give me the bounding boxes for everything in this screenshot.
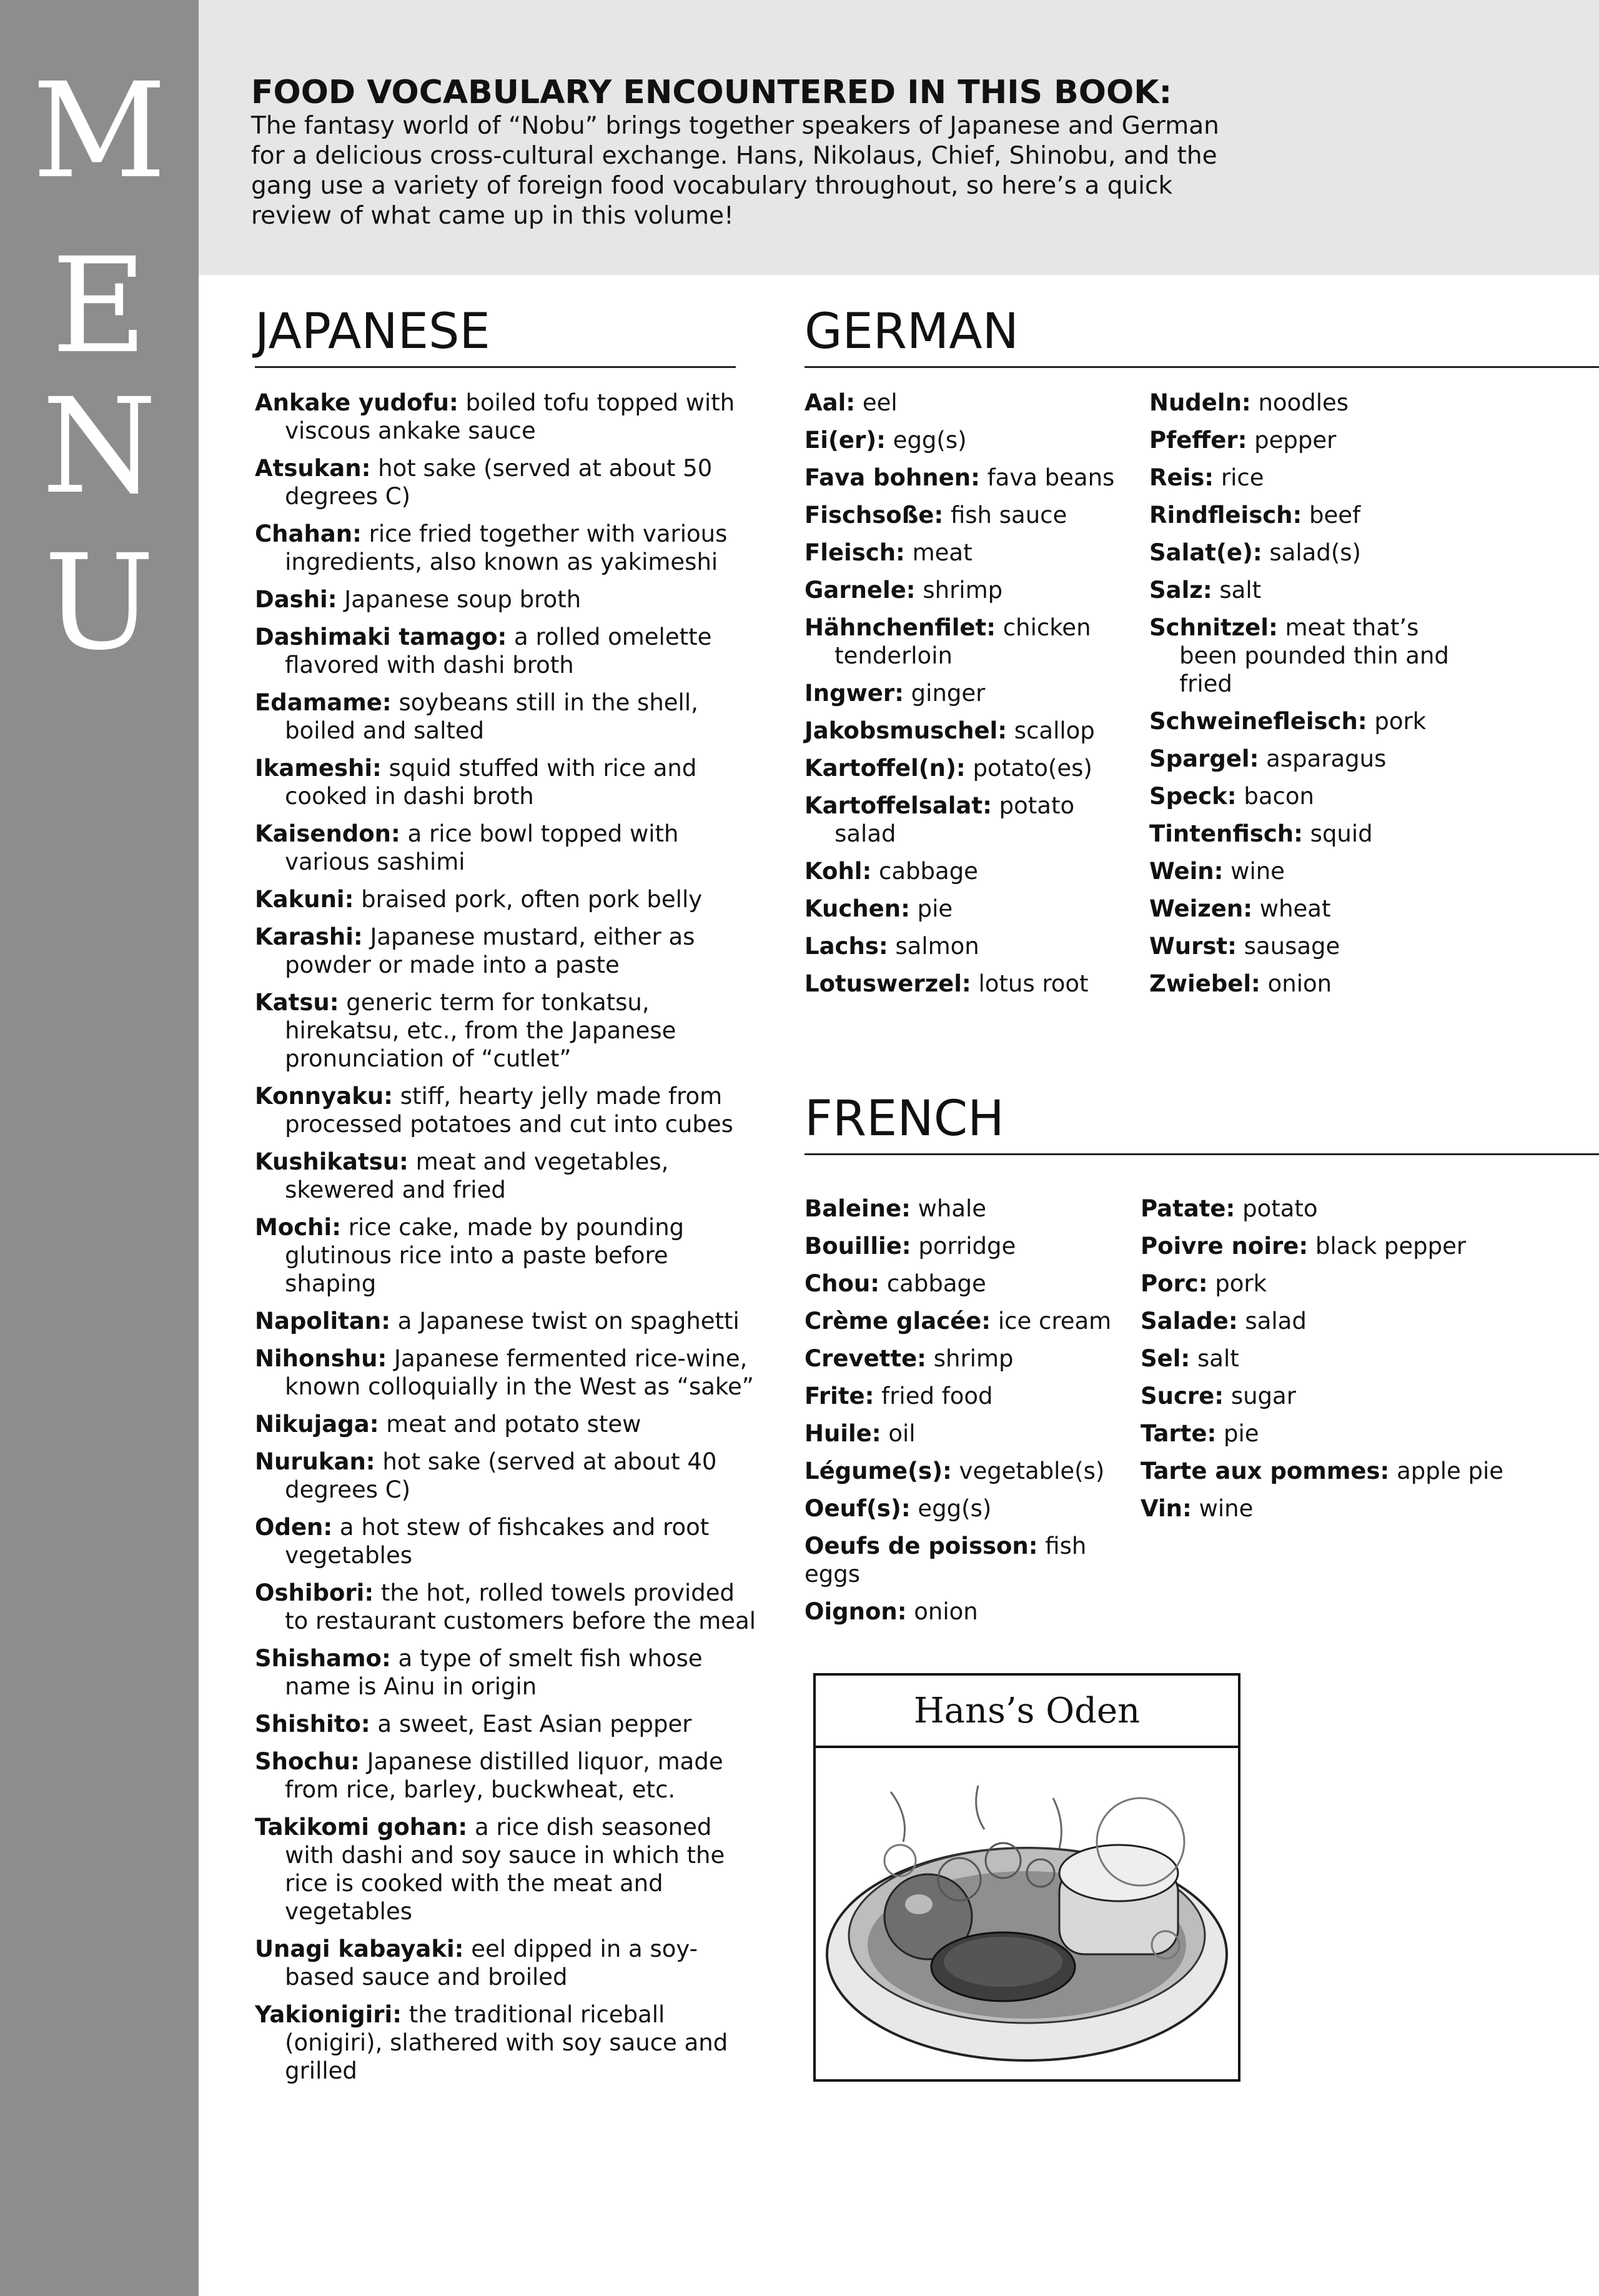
glossary-entry	[255, 1307, 761, 1335]
glossary-definition: Japanese fermented rice-wine, known colloquially in the West as “sake”	[285, 1345, 754, 1400]
glossary-definition: rice cake, made by pounding glutinous rice into a paste before shaping	[285, 1214, 685, 1297]
glossary-term: Zwiebel:	[1149, 970, 1260, 997]
glossary-term: Pfeffer:	[1149, 427, 1247, 454]
glossary-definition: potato salad	[834, 792, 1075, 847]
glossary-definition: a Japanese twist on spaghetti	[390, 1308, 740, 1334]
glossary-entry	[804, 1195, 1129, 1223]
glossary-entry	[1149, 501, 1474, 529]
glossary-definition: rice	[1214, 464, 1264, 491]
glossary-entry	[255, 1710, 761, 1738]
menu-letter-u: U	[44, 526, 155, 679]
intro-title: FOOD VOCABULARY ENCOUNTERED IN THIS BOOK:	[251, 74, 1172, 111]
glossary-definition: scallop	[1007, 717, 1095, 744]
glossary-term: Salz:	[1149, 577, 1212, 604]
glossary-term: Chahan:	[255, 520, 362, 547]
glossary-entry	[804, 895, 1129, 923]
glossary-definition: cabbage	[871, 858, 978, 885]
glossary-definition: meat that’s been pounded thin and fried	[1179, 614, 1449, 697]
glossary-term: Lachs:	[804, 933, 888, 960]
glossary-term: Kuchen:	[804, 895, 910, 922]
glossary-term: Dashi:	[255, 586, 337, 613]
glossary-entry	[255, 389, 761, 445]
glossary-definition: vegetable(s)	[951, 1458, 1105, 1484]
glossary-entry	[1149, 857, 1474, 885]
glossary-term: Baleine:	[804, 1195, 911, 1222]
glossary-entry	[255, 623, 761, 679]
glossary-term: Kushikatsu:	[255, 1148, 408, 1175]
glossary-definition: rice fried together with various ingredients, also known as yakimeshi	[285, 520, 728, 575]
glossary-term: Schnitzel:	[1149, 614, 1278, 641]
glossary-definition: a rice dish seasoned with dashi and soy sauce in which the rice is cooked with the meat and vegetables	[285, 1814, 725, 1925]
intro-line: The fantasy world of “Nobu” brings together speakers of Japanese and German	[251, 112, 1219, 140]
glossary-definition: onion	[906, 1598, 978, 1625]
glossary-definition: egg(s)	[910, 1495, 992, 1522]
glossary-definition: pie	[1216, 1420, 1259, 1447]
french-list-1	[804, 1195, 1129, 1635]
glossary-entry	[1149, 745, 1474, 773]
glossary-term: Ikameshi:	[255, 755, 382, 782]
glossary-entry	[804, 1270, 1129, 1298]
glossary-term: Edamame:	[255, 689, 392, 716]
glossary-definition: salt	[1190, 1345, 1239, 1372]
glossary-term: Légume(s):	[804, 1458, 952, 1484]
glossary-definition: bacon	[1236, 783, 1314, 810]
glossary-term: Oignon:	[804, 1598, 907, 1625]
sidebar	[0, 0, 199, 2296]
glossary-entry	[255, 988, 761, 1073]
japanese-list	[255, 389, 761, 2094]
glossary-term: Yakionigiri:	[255, 2001, 402, 2028]
glossary-term: Salat(e):	[1149, 539, 1262, 566]
glossary-definition: chicken tenderloin	[834, 614, 1091, 669]
menu-letter-m: M	[32, 54, 167, 207]
glossary-entry	[255, 754, 761, 810]
glossary-entry	[255, 1213, 761, 1298]
glossary-entry	[255, 2000, 761, 2085]
french-heading: FRENCH	[804, 1091, 1004, 1147]
glossary-term: Jakobsmuschel:	[804, 717, 1007, 744]
glossary-definition: asparagus	[1259, 745, 1387, 772]
glossary-term: Oeufs de poisson:	[804, 1533, 1038, 1559]
glossary-definition: egg(s)	[885, 427, 967, 454]
glossary-term: Kohl:	[804, 858, 872, 885]
glossary-entry	[255, 454, 761, 510]
glossary-term: Mochi:	[255, 1214, 341, 1241]
glossary-entry	[1149, 426, 1474, 454]
glossary-term: Fischsoße:	[804, 502, 944, 529]
glossary-term: Frite:	[804, 1383, 874, 1409]
glossary-term: Napolitan:	[255, 1308, 390, 1334]
glossary-term: Speck:	[1149, 783, 1237, 810]
glossary-entry	[1141, 1382, 1515, 1410]
glossary-term: Garnele:	[804, 577, 916, 604]
glossary-entry	[1141, 1195, 1515, 1223]
glossary-entry	[804, 679, 1129, 707]
glossary-definition: braised pork, often pork belly	[354, 886, 703, 913]
glossary-term: Unagi kabayaki:	[255, 1936, 464, 1962]
glossary-definition: potato	[1235, 1195, 1318, 1222]
glossary-entry	[255, 1513, 761, 1569]
glossary-entry	[255, 585, 761, 614]
glossary-term: Ankake yudofu:	[255, 389, 458, 416]
glossary-entry	[804, 1494, 1129, 1523]
glossary-definition: onion	[1260, 970, 1332, 997]
french-list-2	[1141, 1195, 1515, 1532]
glossary-term: Nihonshu:	[255, 1345, 387, 1372]
glossary-entry	[804, 501, 1129, 529]
glossary-definition: salt	[1212, 577, 1262, 604]
glossary-entry	[1141, 1457, 1515, 1485]
glossary-definition: boiled tofu topped with viscous ankake sauce	[285, 389, 735, 444]
glossary-entry	[804, 1307, 1129, 1335]
glossary-entry	[255, 1644, 761, 1701]
glossary-term: Weizen:	[1149, 895, 1253, 922]
glossary-entry	[1149, 970, 1474, 998]
glossary-definition: noodles	[1250, 389, 1349, 416]
glossary-entry	[255, 923, 761, 979]
glossary-definition: Japanese distilled liquor, made from rice, barley, buckwheat, etc.	[285, 1748, 723, 1803]
glossary-definition: whale	[910, 1195, 987, 1222]
german-heading: GERMAN	[804, 304, 1019, 360]
glossary-term: Nudeln:	[1149, 389, 1251, 416]
glossary-definition: pork	[1367, 708, 1427, 735]
glossary-definition: pepper	[1247, 427, 1337, 454]
glossary-entry	[804, 464, 1129, 492]
glossary-definition: ice cream	[991, 1308, 1112, 1334]
glossary-entry	[1149, 782, 1474, 810]
glossary-term: Poivre noire:	[1141, 1233, 1309, 1260]
glossary-entry	[255, 820, 761, 876]
glossary-definition: a rice bowl topped with various sashimi	[285, 820, 679, 875]
glossary-entry	[255, 1410, 761, 1438]
glossary-definition: eel	[855, 389, 898, 416]
glossary-entry	[804, 1419, 1129, 1448]
glossary-term: Salade:	[1141, 1308, 1238, 1334]
glossary-term: Chou:	[804, 1270, 880, 1297]
glossary-definition: meat	[904, 539, 973, 566]
glossary-definition: fish eggs	[804, 1533, 1087, 1588]
glossary-definition: salad(s)	[1262, 539, 1361, 566]
oden-bowl-drawing	[816, 1748, 1238, 2082]
glossary-entry	[255, 1148, 761, 1204]
glossary-definition: meat and vegetables, skewered and fried	[285, 1148, 669, 1203]
glossary-term: Wein:	[1149, 858, 1224, 885]
glossary-term: Rindfleisch:	[1149, 502, 1302, 529]
glossary-entry	[804, 857, 1129, 885]
glossary-term: Oeuf(s):	[804, 1495, 911, 1522]
glossary-term: Sucre:	[1141, 1383, 1224, 1409]
glossary-definition: squid stuffed with rice and cooked in dashi broth	[285, 755, 697, 810]
glossary-term: Atsukan:	[255, 455, 371, 482]
glossary-entry	[804, 717, 1129, 745]
glossary-definition: black pepper	[1308, 1233, 1467, 1260]
glossary-term: Sel:	[1141, 1345, 1191, 1372]
glossary-entry	[804, 539, 1129, 567]
glossary-term: Oshibori:	[255, 1579, 374, 1606]
glossary-definition: porridge	[911, 1233, 1016, 1260]
glossary-definition: salmon	[888, 933, 979, 960]
glossary-entry	[255, 1579, 761, 1635]
glossary-term: Oden:	[255, 1514, 333, 1541]
glossary-entry	[255, 1082, 761, 1138]
glossary-definition: apple pie	[1389, 1458, 1504, 1484]
glossary-entry	[804, 614, 1129, 670]
glossary-term: Takikomi gohan:	[255, 1814, 468, 1841]
glossary-entry	[804, 389, 1129, 417]
glossary-entry	[804, 1457, 1129, 1485]
glossary-term: Crevette:	[804, 1345, 926, 1372]
glossary-entry	[804, 1598, 1129, 1626]
glossary-term: Tarte:	[1141, 1420, 1217, 1447]
glossary-definition: pork	[1207, 1270, 1267, 1297]
glossary-definition: meat and potato stew	[379, 1411, 641, 1438]
glossary-definition: hot sake (served at about 50 degrees C)	[285, 455, 713, 510]
german-list-1	[804, 389, 1129, 1007]
glossary-entry	[255, 688, 761, 745]
glossary-entry	[255, 1344, 761, 1401]
glossary-entry	[1149, 820, 1474, 848]
glossary-term: Schweinefleisch:	[1149, 708, 1367, 735]
glossary-term: Crème glacée:	[804, 1308, 991, 1334]
glossary-entry	[804, 754, 1129, 782]
french-rule	[804, 1153, 1599, 1155]
oden-illustration	[813, 1673, 1240, 2082]
glossary-entry	[1149, 464, 1474, 492]
glossary-definition: a type of smelt fish whose name is Ainu in origin	[285, 1645, 703, 1700]
glossary-entry	[1141, 1270, 1515, 1298]
glossary-entry	[804, 576, 1129, 604]
glossary-term: Porc:	[1141, 1270, 1208, 1297]
glossary-term: Shishito:	[255, 1711, 370, 1737]
glossary-term: Dashimaki tamago:	[255, 624, 507, 650]
glossary-entry	[255, 520, 761, 576]
glossary-definition: pie	[909, 895, 953, 922]
glossary-term: Kartoffel(n):	[804, 755, 966, 782]
glossary-term: Hähnchenfilet:	[804, 614, 996, 641]
german-list-2	[1149, 389, 1474, 1007]
glossary-term: Spargel:	[1149, 745, 1259, 772]
menu-letter-n: N	[42, 370, 157, 523]
glossary-definition: hot sake (served at about 40 degrees C)	[285, 1448, 717, 1503]
glossary-entry	[255, 885, 761, 913]
glossary-term: Fava bohnen:	[804, 464, 980, 491]
glossary-term: Katsu:	[255, 989, 339, 1016]
glossary-term: Kaisendon:	[255, 820, 400, 847]
glossary-entry	[255, 1747, 761, 1804]
glossary-definition: fried food	[874, 1383, 993, 1409]
menu-letter-e: E	[51, 229, 147, 382]
glossary-term: Konnyaku:	[255, 1083, 393, 1110]
glossary-term: Kakuni:	[255, 886, 354, 913]
intro-line: gang use a variety of foreign food vocabulary throughout, so here’s a quick	[251, 172, 1173, 200]
glossary-definition: wine	[1191, 1495, 1254, 1522]
glossary-term: Nurukan:	[255, 1448, 375, 1475]
glossary-entry	[1141, 1344, 1515, 1373]
glossary-entry	[1141, 1494, 1515, 1523]
glossary-entry	[255, 1813, 761, 1926]
glossary-definition: a rolled omelette flavored with dashi broth	[285, 624, 712, 678]
glossary-term: Kartoffelsalat:	[804, 792, 992, 819]
glossary-definition: cabbage	[879, 1270, 986, 1297]
glossary-term: Bouillie:	[804, 1233, 911, 1260]
glossary-entry	[1149, 539, 1474, 567]
glossary-term: Shishamo:	[255, 1645, 391, 1672]
glossary-definition: wine	[1223, 858, 1285, 885]
glossary-entry	[1149, 932, 1474, 960]
glossary-definition: eel dipped in a soy-based sauce and broiled	[285, 1936, 698, 1990]
glossary-term: Tintenfisch:	[1149, 820, 1303, 847]
glossary-entry	[804, 1232, 1129, 1260]
glossary-entry	[1141, 1307, 1515, 1335]
glossary-definition: beef	[1302, 502, 1361, 529]
glossary-definition: ginger	[903, 680, 986, 707]
glossary-entry	[804, 970, 1129, 998]
glossary-definition: sugar	[1224, 1383, 1296, 1409]
glossary-term: Karashi:	[255, 923, 363, 950]
illustration-title: Hans’s Oden	[816, 1676, 1238, 1748]
glossary-definition: stiff, hearty jelly made from processed potatoes and cut into cubes	[285, 1083, 733, 1138]
glossary-term: Wurst:	[1149, 933, 1237, 960]
glossary-entry	[1141, 1232, 1515, 1260]
glossary-definition: a hot stew of fishcakes and root vegetables	[285, 1514, 710, 1569]
glossary-definition: shrimp	[926, 1345, 1014, 1372]
glossary-definition: shrimp	[915, 577, 1003, 604]
glossary-term: Ei(er):	[804, 427, 886, 454]
japanese-heading: JAPANESE	[255, 304, 490, 360]
glossary-entry	[255, 1935, 761, 1991]
glossary-definition: Japanese soup broth	[337, 586, 582, 613]
glossary-definition: squid	[1302, 820, 1373, 847]
glossary-definition: sausage	[1236, 933, 1340, 960]
glossary-entry	[804, 426, 1129, 454]
glossary-term: Shochu:	[255, 1748, 360, 1775]
glossary-entry	[1149, 895, 1474, 923]
glossary-term: Reis:	[1149, 464, 1214, 491]
glossary-entry	[1141, 1419, 1515, 1448]
japanese-rule	[255, 366, 736, 368]
glossary-definition: soybeans still in the shell, boiled and salted	[285, 689, 698, 744]
glossary-entry	[804, 1382, 1129, 1410]
glossary-term: Huile:	[804, 1420, 881, 1447]
glossary-term: Tarte aux pommes:	[1141, 1458, 1390, 1484]
glossary-definition: wheat	[1252, 895, 1331, 922]
intro-line: review of what came up in this volume!	[251, 202, 734, 230]
glossary-definition: the hot, rolled towels provided to restaurant customers before the meal	[285, 1579, 756, 1634]
intro-line: for a delicious cross-cultural exchange. Hans, Nikolaus, Chief, Shinobu, and the	[251, 142, 1217, 170]
glossary-definition: fish sauce	[943, 502, 1067, 529]
glossary-definition: a sweet, East Asian pepper	[370, 1711, 692, 1737]
glossary-definition: fava beans	[979, 464, 1115, 491]
glossary-term: Ingwer:	[804, 680, 904, 707]
glossary-term: Patate:	[1141, 1195, 1235, 1222]
glossary-term: Lotuswerzel:	[804, 970, 971, 997]
glossary-entry	[804, 1344, 1129, 1373]
glossary-term: Nikujaga:	[255, 1411, 379, 1438]
glossary-entry	[804, 932, 1129, 960]
glossary-term: Vin:	[1141, 1495, 1192, 1522]
glossary-entry	[255, 1448, 761, 1504]
glossary-term: Aal:	[804, 389, 856, 416]
glossary-entry	[1149, 614, 1474, 698]
intro-text	[251, 111, 1313, 231]
glossary-entry	[804, 792, 1129, 848]
glossary-definition: salad	[1237, 1308, 1307, 1334]
glossary-definition: potato(es)	[965, 755, 1092, 782]
glossary-entry	[1149, 389, 1474, 417]
german-rule	[804, 366, 1599, 368]
glossary-definition: generic term for tonkatsu, hirekatsu, etc., from the Japanese pronunciation of “cutlet”	[285, 989, 676, 1072]
glossary-definition: oil	[881, 1420, 916, 1447]
glossary-term: Fleisch:	[804, 539, 905, 566]
glossary-entry	[1149, 707, 1474, 735]
glossary-definition: the traditional riceball (onigiri), slathered with soy sauce and grilled	[285, 2001, 728, 2084]
glossary-entry	[804, 1532, 1129, 1588]
glossary-definition: Japanese mustard, either as powder or made into a paste	[285, 923, 695, 978]
glossary-definition: lotus root	[971, 970, 1089, 997]
glossary-entry	[1149, 576, 1474, 604]
